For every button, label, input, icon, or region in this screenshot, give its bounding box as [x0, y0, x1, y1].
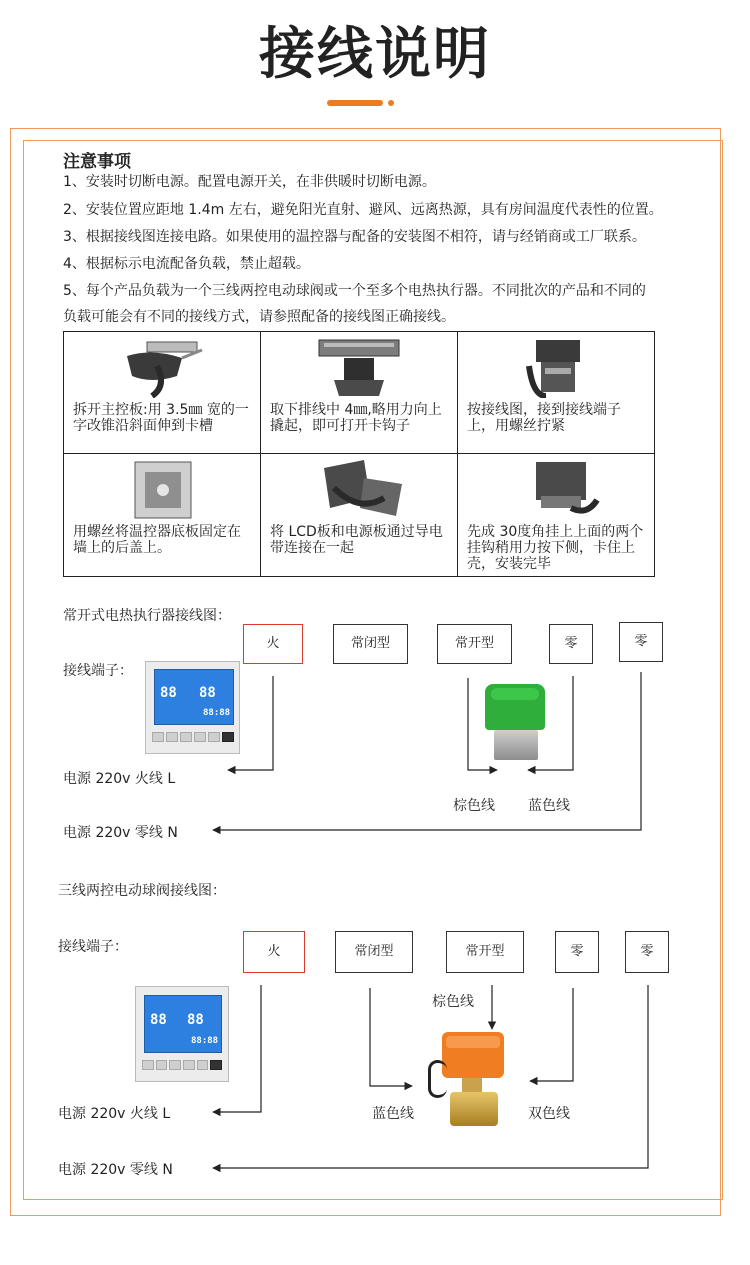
neutral-wire-arrow — [213, 672, 641, 830]
diagram1-blue-wire-label: 蓝色线 — [528, 798, 570, 814]
diagram2-terminal-label: 接线端子： — [58, 939, 128, 955]
notice-item: 负载可能会有不同的接线方式，请参照配备的接线图正确接线。 — [63, 309, 455, 325]
notice-item: 5、每个产品负载为一个三线两控电动球阀或一个至多个电热执行器。不同批次的产品和不同的 — [63, 283, 646, 299]
step-text: 将 LCD板和电源板通过导电带连接在一起 — [270, 524, 443, 556]
terminal-box-normally-open: 常开型 — [446, 931, 524, 973]
lcd-temp-left: 88 — [160, 685, 177, 701]
diagram2-neutral-label: 电源 220v 零线 N — [58, 1162, 173, 1178]
diagram2-double-wire-label: 双色线 — [528, 1106, 570, 1122]
terminal-box-neutral: 零 — [549, 624, 593, 664]
neutral-wire-arrow — [213, 985, 648, 1168]
terminal-box-neutral: 零 — [555, 931, 599, 973]
blue-wire-arrow — [370, 988, 412, 1086]
step-text: 按接线图，接到接线端子上，用螺丝拧紧 — [467, 402, 621, 434]
step-text: 用螺丝将温控器底板固定在墙上的后盖上。 — [73, 524, 241, 556]
terminal-box-live: 火 — [243, 624, 303, 664]
double-wire-arrow — [530, 988, 573, 1081]
step-text: 先成 30度角挂上上面的两个挂钩稍用力按下侧，卡住上壳，安装完毕 — [467, 524, 644, 572]
step-text: 拆开主控板:用 3.5㎜ 宽的一字改锥沿斜面伸到卡槽 — [73, 402, 249, 434]
page-title: 接线说明 — [259, 22, 491, 87]
notice-item: 4、根据标示电流配备负载，禁止超载。 — [63, 256, 310, 272]
lcd-time: 88:88 — [191, 1036, 219, 1046]
step-text: 取下排线中 4㎜,略用力向上撬起，即可打开卡钩子 — [270, 402, 442, 434]
diagram2-heading: 三线两控电动球阀接线图： — [58, 883, 226, 899]
terminal-box-neutral: 零 — [625, 931, 669, 973]
brown-wire-arrow — [468, 678, 497, 770]
terminal-box-live: 火 — [243, 931, 305, 973]
terminal-box-neutral: 零 — [619, 622, 663, 662]
blue-wire-arrow — [528, 676, 573, 770]
diagram1-neutral-label: 电源 220v 零线 N — [63, 825, 178, 841]
notice-item: 3、根据接线图连接电路。如果使用的温控器与配备的安装图不相符，请与经销商或工厂联系。 — [63, 229, 646, 245]
terminal-box-normally-closed: 常闭型 — [333, 624, 408, 664]
notice-heading: 注意事项 — [63, 152, 131, 172]
diagram2-live-label: 电源 220v 火线 L — [58, 1106, 171, 1122]
notice-item: 1、安装时切断电源。配置电源开关，在非供暖时切断电源。 — [63, 174, 436, 190]
notice-item: 2、安装位置应距地 1.4m 左右，避免阳光直射、避风、远离热源，具有房间温度代表性的位置。 — [63, 202, 663, 218]
lcd-temp-right: 88 — [199, 685, 216, 701]
live-wire-arrow — [213, 985, 261, 1112]
terminal-box-normally-open: 常开型 — [437, 624, 512, 664]
diagram1-live-label: 电源 220v 火线 L — [63, 771, 176, 787]
live-wire-arrow — [228, 676, 273, 770]
diagram2-blue-wire-label: 蓝色线 — [372, 1106, 414, 1122]
lcd-time: 88:88 — [203, 708, 231, 718]
lcd-temp-right: 88 — [187, 1012, 204, 1028]
lcd-temp-left: 88 — [150, 1012, 167, 1028]
diagram1-brown-wire-label: 棕色线 — [453, 798, 495, 814]
terminal-box-normally-closed: 常闭型 — [335, 931, 413, 973]
diagram1-terminal-label: 接线端子： — [63, 663, 133, 679]
diagram2-brown-wire-label: 棕色线 — [432, 994, 474, 1010]
diagram1-heading: 常开式电热执行器接线图： — [63, 608, 231, 624]
